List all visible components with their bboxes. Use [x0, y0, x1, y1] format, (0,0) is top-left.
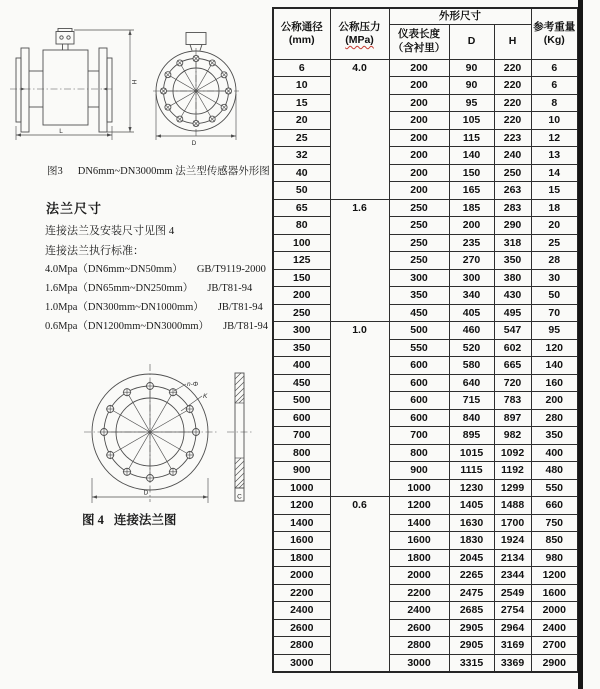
cell-diameter: 1400: [273, 514, 330, 532]
cell-length: 2400: [389, 602, 449, 620]
cell-weight: 850: [531, 532, 578, 550]
standard-code: JB/T81-94: [207, 283, 253, 294]
table-row: [273, 602, 578, 620]
label-k: K: [203, 393, 208, 400]
cell-weight: 140: [531, 357, 578, 375]
table-row: [273, 532, 578, 550]
cell-length: 200: [389, 182, 449, 200]
flange-spec-table: [272, 7, 579, 673]
converter-box-icon: [56, 29, 74, 51]
cell-outer-d: 300: [449, 269, 494, 287]
diameter-title: 公称通径: [280, 20, 323, 33]
cell-weight: 2000: [531, 602, 578, 620]
cell-length: 250: [389, 252, 449, 270]
cell-height-h: 3369: [494, 654, 531, 672]
cell-weight: 15: [531, 182, 578, 200]
table-row: [273, 339, 578, 357]
cell-weight: 8: [531, 94, 578, 112]
cell-weight: 550: [531, 479, 578, 497]
cell-outer-d: 3315: [449, 654, 494, 672]
cell-length: 250: [389, 234, 449, 252]
table-row: [273, 479, 578, 497]
standard-line: [45, 318, 268, 333]
table-row: [273, 77, 578, 95]
cell-height-h: 3169: [494, 637, 531, 655]
cell-height-h: 1092: [494, 444, 531, 462]
cell-weight: 160: [531, 374, 578, 392]
cell-diameter: 1800: [273, 549, 330, 567]
col-header-outline: 外形尺寸: [389, 8, 531, 24]
cell-diameter: 1000: [273, 479, 330, 497]
cell-outer-d: 405: [449, 304, 494, 322]
cell-height-h: 283: [494, 199, 531, 217]
cell-outer-d: 185: [449, 199, 494, 217]
table-row: [273, 514, 578, 532]
standard-line: [45, 299, 263, 314]
weight-unit: (Kg): [543, 33, 565, 46]
cell-outer-d: 1115: [449, 462, 494, 480]
cell-diameter: 450: [273, 374, 330, 392]
cell-diameter: 2200: [273, 584, 330, 602]
cell-height-h: 897: [494, 409, 531, 427]
cell-height-h: 1700: [494, 514, 531, 532]
col-header-weight: [531, 8, 578, 59]
cell-length: 550: [389, 339, 449, 357]
cell-length: 200: [389, 164, 449, 182]
cell-height-h: 430: [494, 287, 531, 305]
cell-weight: 10: [531, 112, 578, 130]
cell-height-h: 318: [494, 234, 531, 252]
cell-height-h: 263: [494, 182, 531, 200]
cell-height-h: 783: [494, 392, 531, 410]
cell-length: 250: [389, 199, 449, 217]
table-row: [273, 304, 578, 322]
table-row: [273, 234, 578, 252]
table-row: [273, 182, 578, 200]
cell-outer-d: 2265: [449, 567, 494, 585]
cell-weight: 660: [531, 497, 578, 515]
cell-weight: 95: [531, 322, 578, 340]
cell-weight: 50: [531, 287, 578, 305]
cell-weight: 350: [531, 427, 578, 445]
cell-weight: 2400: [531, 619, 578, 637]
cell-outer-d: 270: [449, 252, 494, 270]
cell-weight: 20: [531, 217, 578, 235]
cell-outer-d: 1015: [449, 444, 494, 462]
cell-diameter: 1600: [273, 532, 330, 550]
table-row: [273, 129, 578, 147]
cell-outer-d: 520: [449, 339, 494, 357]
cell-weight: 18: [531, 199, 578, 217]
table-row: [273, 444, 578, 462]
dim-label-d: D: [191, 140, 197, 147]
length-line2: （含衬里）: [392, 41, 446, 54]
standard-line: [45, 280, 252, 295]
pressure-unit: (MPa): [345, 33, 374, 46]
cell-diameter: 3000: [273, 654, 330, 672]
table-row: [273, 164, 578, 182]
figure3-front-view-drawing: [150, 32, 245, 147]
flange-section-heading: 法兰尺寸: [46, 201, 103, 216]
cell-height-h: 1488: [494, 497, 531, 515]
table-row: [273, 217, 578, 235]
cell-outer-d: 90: [449, 77, 494, 95]
cell-height-h: 220: [494, 59, 531, 77]
cell-height-h: 350: [494, 252, 531, 270]
table-row: [273, 567, 578, 585]
cell-height-h: 2134: [494, 549, 531, 567]
table-row: [273, 497, 578, 515]
cell-diameter: 250: [273, 304, 330, 322]
figure4-caption: [82, 510, 176, 528]
cell-height-h: 220: [494, 77, 531, 95]
cell-weight: 750: [531, 514, 578, 532]
cell-weight: 28: [531, 252, 578, 270]
cell-height-h: 220: [494, 94, 531, 112]
cell-diameter: 500: [273, 392, 330, 410]
cell-height-h: 380: [494, 269, 531, 287]
figure4-flange-drawing: [78, 348, 258, 510]
cell-weight: 980: [531, 549, 578, 567]
cell-outer-d: 150: [449, 164, 494, 182]
standard-spec: 1.0Mpa（DN300mm~DN1000mm）: [45, 302, 204, 313]
cell-length: 600: [389, 392, 449, 410]
dim-label-d: D: [143, 489, 149, 497]
cell-outer-d: 90: [449, 59, 494, 77]
cell-height-h: 547: [494, 322, 531, 340]
standard-code: JB/T81-94: [217, 302, 263, 313]
col-header-d: D: [449, 24, 494, 59]
cell-outer-d: 2045: [449, 549, 494, 567]
col-header-h: H: [494, 24, 531, 59]
cell-outer-d: 2475: [449, 584, 494, 602]
table-row: [273, 252, 578, 270]
dim-label-l: L: [59, 128, 63, 135]
cell-diameter: 2600: [273, 619, 330, 637]
cell-length: 700: [389, 427, 449, 445]
cell-weight: 120: [531, 339, 578, 357]
table-row: [273, 59, 578, 77]
table-row: [273, 549, 578, 567]
cell-length: 2600: [389, 619, 449, 637]
table-row: [273, 637, 578, 655]
table-row: [273, 112, 578, 130]
cell-height-h: 223: [494, 129, 531, 147]
cell-diameter: 100: [273, 234, 330, 252]
cell-weight: 6: [531, 77, 578, 95]
cell-diameter: 600: [273, 409, 330, 427]
weight-title: 参考重量: [533, 20, 576, 33]
figure3-caption-text: DN6mm~DN3000mm 法兰型传感器外形图: [77, 166, 270, 177]
cell-height-h: 250: [494, 164, 531, 182]
cell-diameter: 125: [273, 252, 330, 270]
cell-height-h: 240: [494, 147, 531, 165]
figure4-caption-label: 图 4: [82, 513, 104, 527]
cell-pressure: 1.0: [330, 322, 389, 497]
cell-diameter: 400: [273, 357, 330, 375]
cell-diameter: 50: [273, 182, 330, 200]
cell-length: 1400: [389, 514, 449, 532]
cell-height-h: 2754: [494, 602, 531, 620]
standard-code: GB/T9119-2000: [196, 264, 266, 275]
figure4-caption-text: 连接法兰图: [113, 513, 177, 527]
cell-diameter: 15: [273, 94, 330, 112]
figure3-side-view-drawing: [8, 27, 143, 152]
cell-length: 200: [389, 112, 449, 130]
cell-weight: 280: [531, 409, 578, 427]
cell-height-h: 290: [494, 217, 531, 235]
cell-outer-d: 165: [449, 182, 494, 200]
cell-height-h: 2964: [494, 619, 531, 637]
cell-diameter: 2800: [273, 637, 330, 655]
table-row: [273, 619, 578, 637]
cell-diameter: 25: [273, 129, 330, 147]
cell-outer-d: 235: [449, 234, 494, 252]
cell-height-h: 1299: [494, 479, 531, 497]
cell-outer-d: 1630: [449, 514, 494, 532]
cell-height-h: 982: [494, 427, 531, 445]
table-row: [273, 94, 578, 112]
table-row: [273, 462, 578, 480]
right-flange: [99, 48, 107, 132]
cell-outer-d: 1230: [449, 479, 494, 497]
standard-line: [45, 261, 266, 276]
table-row: [273, 654, 578, 672]
cell-length: 1800: [389, 549, 449, 567]
cell-diameter: 2000: [273, 567, 330, 585]
cell-length: 600: [389, 357, 449, 375]
cell-weight: 13: [531, 147, 578, 165]
standard-spec: 1.6Mpa（DN65mm~DN250mm）: [45, 283, 194, 294]
table-row: [273, 199, 578, 217]
cell-length: 1200: [389, 497, 449, 515]
cell-length: 200: [389, 77, 449, 95]
dim-label-h: H: [130, 79, 137, 85]
table-row: [273, 287, 578, 305]
cell-diameter: 6: [273, 59, 330, 77]
table-row: [273, 584, 578, 602]
cell-height-h: 495: [494, 304, 531, 322]
cell-outer-d: 95: [449, 94, 494, 112]
cell-weight: 2700: [531, 637, 578, 655]
cell-length: 500: [389, 322, 449, 340]
cell-weight: 480: [531, 462, 578, 480]
flange-line2: 连接法兰执行标准：: [45, 245, 144, 257]
cell-length: 300: [389, 269, 449, 287]
cell-outer-d: 2685: [449, 602, 494, 620]
cell-outer-d: 140: [449, 147, 494, 165]
cell-outer-d: 1830: [449, 532, 494, 550]
cell-height-h: 220: [494, 112, 531, 130]
standard-spec: 0.6Mpa（DN1200mm~DN3000mm）: [45, 321, 210, 332]
col-header-diameter: [273, 8, 330, 59]
cell-diameter: 40: [273, 164, 330, 182]
cell-length: 1000: [389, 479, 449, 497]
cell-diameter: 2400: [273, 602, 330, 620]
cell-diameter: 32: [273, 147, 330, 165]
cell-height-h: 602: [494, 339, 531, 357]
table-row: [273, 269, 578, 287]
cell-diameter: 20: [273, 112, 330, 130]
bolt-holes: [100, 382, 200, 482]
flange-edge-view: [227, 373, 253, 501]
table-row: [273, 409, 578, 427]
cell-diameter: 80: [273, 217, 330, 235]
cell-outer-d: 340: [449, 287, 494, 305]
cell-pressure: 0.6: [330, 497, 389, 673]
standard-code: JB/T81-94: [223, 321, 268, 332]
cell-outer-d: 640: [449, 374, 494, 392]
cell-height-h: 720: [494, 374, 531, 392]
cell-diameter: 900: [273, 462, 330, 480]
cell-outer-d: 460: [449, 322, 494, 340]
cell-weight: 400: [531, 444, 578, 462]
cell-length: 2200: [389, 584, 449, 602]
dim-label-c: C: [237, 493, 242, 501]
cell-weight: 6: [531, 59, 578, 77]
table-row: [273, 374, 578, 392]
cell-outer-d: 115: [449, 129, 494, 147]
converter-box-icon: [186, 33, 206, 51]
cell-length: 200: [389, 147, 449, 165]
cell-length: 600: [389, 409, 449, 427]
cell-outer-d: 2905: [449, 637, 494, 655]
cell-length: 450: [389, 304, 449, 322]
cell-weight: 2900: [531, 654, 578, 672]
diameter-unit: (mm): [288, 33, 315, 46]
label-n-phi: n-Φ: [187, 381, 199, 388]
cell-length: 900: [389, 462, 449, 480]
cell-length: 200: [389, 129, 449, 147]
cell-weight: 25: [531, 234, 578, 252]
cell-outer-d: 580: [449, 357, 494, 375]
cell-diameter: 150: [273, 269, 330, 287]
cell-pressure: 1.6: [330, 199, 389, 322]
sensor-body: [43, 50, 88, 125]
table-body: [273, 59, 578, 672]
cell-height-h: 2344: [494, 567, 531, 585]
flange-line1: 连接法兰及安装尺寸见图 4: [45, 225, 175, 237]
cell-weight: 200: [531, 392, 578, 410]
cell-pressure: 4.0: [330, 59, 389, 199]
cell-outer-d: 1405: [449, 497, 494, 515]
cell-diameter: 350: [273, 339, 330, 357]
cell-outer-d: 895: [449, 427, 494, 445]
cell-diameter: 800: [273, 444, 330, 462]
cell-weight: 1200: [531, 567, 578, 585]
length-line1: 仪表长度: [398, 28, 440, 41]
cell-weight: 14: [531, 164, 578, 182]
cell-weight: 70: [531, 304, 578, 322]
cell-outer-d: 2905: [449, 619, 494, 637]
cell-diameter: 65: [273, 199, 330, 217]
cell-height-h: 665: [494, 357, 531, 375]
left-flange: [16, 58, 21, 122]
cell-diameter: 1200: [273, 497, 330, 515]
cell-length: 600: [389, 374, 449, 392]
table-row: [273, 357, 578, 375]
figure3-caption-label: 图3: [47, 166, 63, 177]
cell-height-h: 1192: [494, 462, 531, 480]
cell-length: 3000: [389, 654, 449, 672]
cell-height-h: 2549: [494, 584, 531, 602]
cell-outer-d: 200: [449, 217, 494, 235]
cell-diameter: 300: [273, 322, 330, 340]
cell-length: 200: [389, 59, 449, 77]
cell-length: 800: [389, 444, 449, 462]
table-row: [273, 392, 578, 410]
figure3-caption: [47, 163, 270, 178]
cell-weight: 1600: [531, 584, 578, 602]
cell-outer-d: 840: [449, 409, 494, 427]
cell-outer-d: 105: [449, 112, 494, 130]
cell-length: 350: [389, 287, 449, 305]
cell-outer-d: 715: [449, 392, 494, 410]
cell-length: 1600: [389, 532, 449, 550]
table-row: [273, 322, 578, 340]
col-header-pressure: [330, 8, 389, 59]
cell-diameter: 10: [273, 77, 330, 95]
table-row: [273, 147, 578, 165]
cell-length: 250: [389, 217, 449, 235]
cell-height-h: 1924: [494, 532, 531, 550]
bolt-holes: [161, 56, 232, 127]
cell-length: 2800: [389, 637, 449, 655]
pressure-title: 公称压力: [338, 20, 381, 33]
cell-weight: 12: [531, 129, 578, 147]
cell-diameter: 700: [273, 427, 330, 445]
cell-length: 2000: [389, 567, 449, 585]
col-header-length: [389, 24, 449, 59]
cell-weight: 30: [531, 269, 578, 287]
cell-diameter: 200: [273, 287, 330, 305]
cell-length: 200: [389, 94, 449, 112]
table-row: [273, 427, 578, 445]
standard-spec: 4.0Mpa（DN6mm~DN50mm）: [45, 264, 183, 275]
page-edge-bar: [578, 0, 583, 689]
